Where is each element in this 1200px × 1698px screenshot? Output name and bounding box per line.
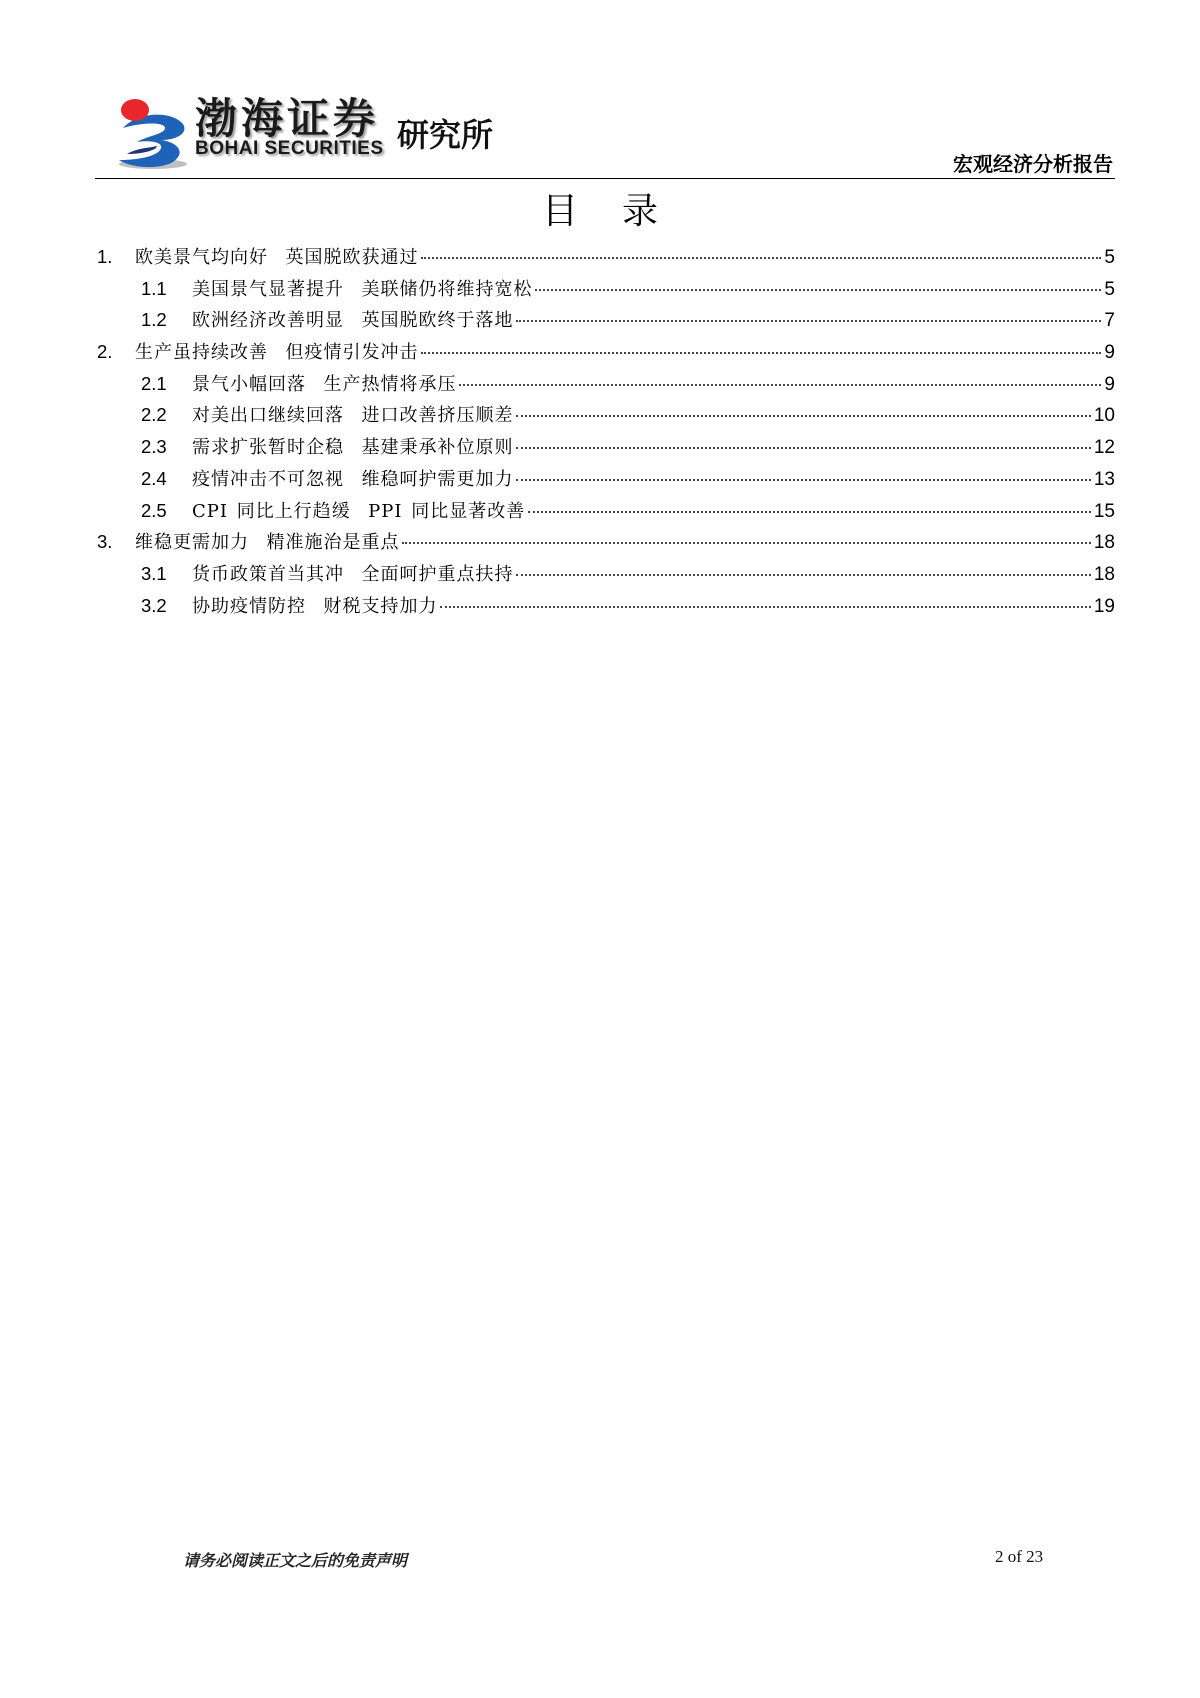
toc-entry[interactable] — [97, 497, 1115, 529]
report-header — [95, 80, 1115, 180]
toc-entry-number: 1. — [97, 246, 113, 267]
toc-entry-title: 对美出口继续回落 进口改善挤压顺差 — [192, 405, 514, 427]
toc-entry-number: 2.1 — [141, 372, 167, 394]
toc-entry[interactable] — [97, 243, 1115, 275]
toc-entry-title: 协助疫情防控 财税支持加力 — [192, 595, 438, 617]
toc-leader-dots — [440, 606, 1090, 608]
toc-entry-page: 18 — [1093, 532, 1115, 554]
toc-leader-dots — [516, 447, 1090, 449]
toc-entry-title: 欧美景气均向好 英国脱欧获通过 — [135, 247, 419, 268]
toc-entry-number: 3.2 — [141, 594, 167, 616]
toc-leader-dots — [516, 320, 1101, 322]
toc-entry-number: 2.4 — [141, 467, 167, 489]
toc-entry-page: 5 — [1104, 278, 1115, 300]
toc-entry-number: 3.1 — [141, 562, 167, 584]
toc-entry-page: 18 — [1093, 563, 1115, 585]
toc-entry-number: 1.1 — [141, 277, 167, 299]
toc-entry-page: 9 — [1104, 373, 1115, 395]
toc-entry[interactable] — [97, 465, 1115, 497]
toc-leader-dots — [516, 479, 1090, 481]
toc-entry[interactable] — [97, 560, 1115, 592]
toc-entry[interactable] — [97, 370, 1115, 402]
toc-entry-title: 生产虽持续改善 但疫情引发冲击 — [135, 342, 419, 364]
toc-entry-number: 2.3 — [141, 436, 167, 458]
toc-entry-number: 2. — [97, 341, 113, 363]
toc-entry-page: 7 — [1104, 310, 1115, 332]
toc-entry-title: 维稳更需加力 精准施治是重点 — [135, 532, 400, 554]
toc-entry-number: 2.5 — [141, 499, 167, 521]
bohai-logo-icon — [113, 90, 191, 170]
toc-leader-dots — [516, 574, 1090, 576]
disclaimer-note: 请务必阅读正文之后的免责声明 — [183, 1551, 408, 1570]
toc-entry-page: 10 — [1093, 405, 1115, 427]
toc-leader-dots — [402, 542, 1090, 544]
page-title: 目录 — [541, 191, 702, 232]
toc-entry[interactable] — [97, 433, 1115, 465]
toc-entry-title: 需求扩张暂时企稳 基建秉承补位原则 — [192, 437, 514, 459]
toc-leader-dots — [516, 415, 1090, 417]
toc-entry-page: 19 — [1093, 595, 1115, 617]
toc-entry[interactable] — [97, 401, 1115, 433]
toc-entry-page: 5 — [1104, 247, 1115, 268]
toc-leader-dots — [535, 289, 1101, 291]
toc-entry[interactable] — [97, 275, 1115, 307]
toc-entry-number: 1.2 — [141, 309, 167, 331]
toc-entry-number: 3. — [97, 531, 113, 553]
toc-entry-page: 13 — [1093, 468, 1115, 490]
toc-leader-dots — [528, 511, 1091, 513]
toc-leader-dots — [459, 384, 1101, 386]
toc-entry-title: 疫情冲击不可忽视 维稳呵护需更加力 — [192, 468, 514, 490]
toc-entry[interactable] — [97, 338, 1115, 370]
page-number: 2 of 23 — [995, 1547, 1044, 1566]
table-of-contents — [97, 243, 1115, 623]
toc-entry-title: CPI 同比上行趋缓 PPI 同比显著改善 — [192, 500, 526, 522]
toc-leader-dots — [421, 257, 1101, 259]
report-type-label: 宏观经济分析报告 — [953, 152, 1113, 176]
logo-english-name: BOHAI SECURITIES — [195, 138, 384, 159]
logo-chinese-name: 渤海证券 — [195, 94, 380, 143]
toc-entry-title: 美国景气显著提升 美联储仍将维持宽松 — [192, 278, 533, 300]
toc-entry-title: 欧洲经济改善明显 英国脱欧终于落地 — [192, 310, 514, 332]
institute-label: 研究所 — [397, 116, 494, 154]
toc-entry-page: 15 — [1093, 500, 1115, 522]
toc-entry[interactable] — [97, 592, 1115, 624]
toc-entry-title: 货币政策首当其冲 全面呵护重点扶持 — [192, 563, 514, 585]
toc-entry-page: 12 — [1093, 437, 1115, 459]
toc-entry-page: 9 — [1104, 342, 1115, 364]
toc-entry-number: 2.2 — [141, 404, 167, 426]
toc-entry[interactable] — [97, 306, 1115, 338]
toc-entry-title: 景气小幅回落 生产热情将承压 — [192, 373, 457, 395]
header-divider — [95, 178, 1115, 179]
toc-entry[interactable] — [97, 528, 1115, 560]
toc-leader-dots — [421, 352, 1101, 354]
